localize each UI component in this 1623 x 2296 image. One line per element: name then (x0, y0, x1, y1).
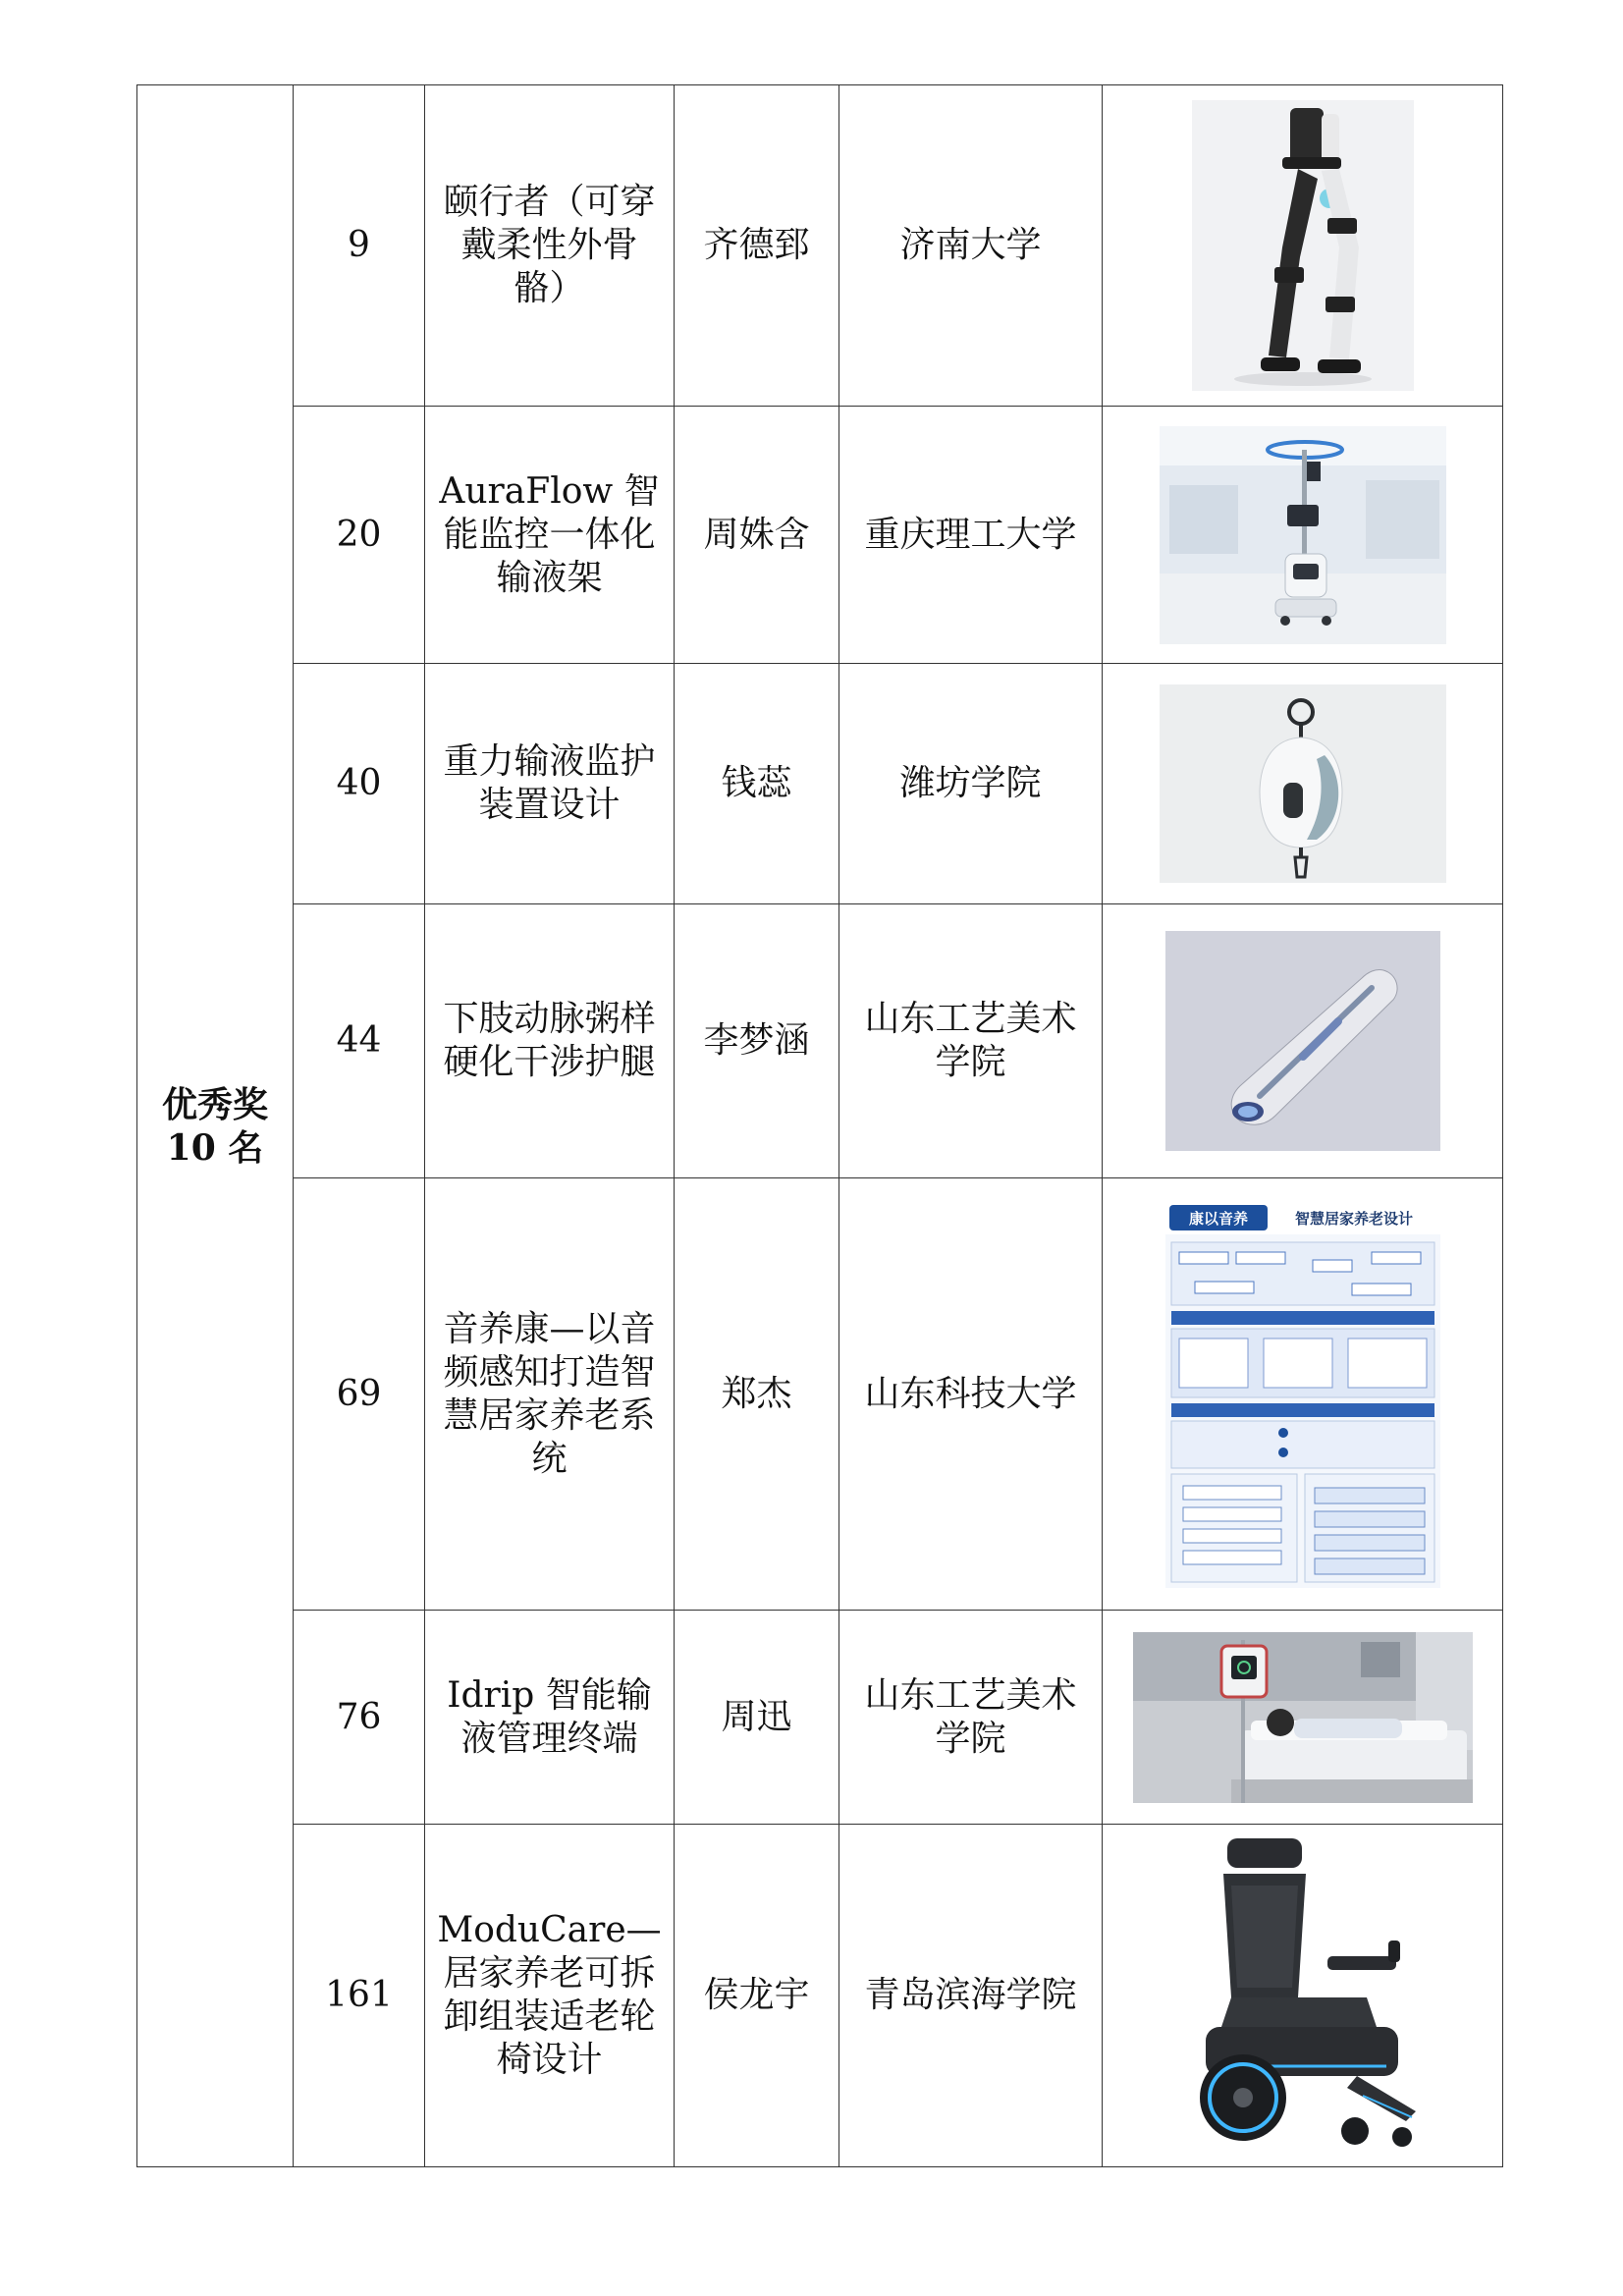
table-row (137, 407, 1503, 664)
table-row (137, 1611, 1503, 1825)
entry-image-cell (1103, 1611, 1503, 1825)
entry-title: 颐行者（可穿戴柔性外骨骼） (425, 85, 675, 407)
entry-school: 青岛滨海学院 (839, 1825, 1103, 2167)
poster-heading: 智慧居家养老设计 (1294, 1209, 1413, 1228)
system-poster-image (1165, 1201, 1440, 1588)
entry-title: 下肢动脉粥样硬化干涉护腿 (425, 904, 675, 1178)
entry-title: 音养康—以音频感知打造智慧居家养老系统 (425, 1178, 675, 1611)
entry-title: ModuCare—居家养老可拆卸组装适老轮椅设计 (425, 1825, 675, 2167)
ward-infusion-image (1133, 1632, 1473, 1803)
iv-stand-image (1160, 426, 1446, 644)
award-category-label: 优秀奖 (161, 1083, 268, 1125)
table-row (137, 1825, 1503, 2167)
entry-author: 齐德郅 (675, 85, 839, 407)
entry-school: 潍坊学院 (839, 664, 1103, 904)
entry-title: 重力输液监护装置设计 (425, 664, 675, 904)
table-row (137, 1178, 1503, 1611)
table-row (137, 85, 1503, 407)
entry-image-cell (1103, 1178, 1503, 1611)
leg-brace-image (1165, 931, 1440, 1151)
entry-school: 重庆理工大学 (839, 407, 1103, 664)
entry-image-cell (1103, 1825, 1503, 2167)
entry-title: Idrip 智能输液管理终端 (425, 1611, 675, 1825)
entry-number: 20 (294, 407, 425, 664)
entry-image-cell (1103, 407, 1503, 664)
awards-table (136, 84, 1503, 2167)
entry-school: 山东工艺美术学院 (839, 904, 1103, 1178)
entry-number: 40 (294, 664, 425, 904)
entry-number: 69 (294, 1178, 425, 1611)
entry-author: 钱蕊 (675, 664, 839, 904)
entry-number: 161 (294, 1825, 425, 2167)
award-category-count: 10 名 (166, 1126, 264, 1169)
entry-author: 李梦涵 (675, 904, 839, 1178)
table-row (137, 904, 1503, 1178)
entry-number: 9 (294, 85, 425, 407)
award-category-cell (137, 85, 294, 2167)
exoskeleton-image (1192, 100, 1414, 391)
entry-number: 44 (294, 904, 425, 1178)
poster-logo: 康以音养 (1188, 1209, 1248, 1228)
entry-image-cell (1103, 904, 1503, 1178)
entry-image-cell (1103, 85, 1503, 407)
entry-author: 周迅 (675, 1611, 839, 1825)
table-row (137, 664, 1503, 904)
entry-author: 侯龙宇 (675, 1825, 839, 2167)
entry-school: 山东工艺美术学院 (839, 1611, 1103, 1825)
entry-school: 济南大学 (839, 85, 1103, 407)
wheelchair-image (1170, 1831, 1435, 2160)
entry-school: 山东科技大学 (839, 1178, 1103, 1611)
entry-image-cell (1103, 664, 1503, 904)
entry-title: AuraFlow 智能监控一体化输液架 (425, 407, 675, 664)
entry-number: 76 (294, 1611, 425, 1825)
entry-author: 周姝含 (675, 407, 839, 664)
infusion-monitor-image (1160, 684, 1446, 883)
entry-author: 郑杰 (675, 1178, 839, 1611)
